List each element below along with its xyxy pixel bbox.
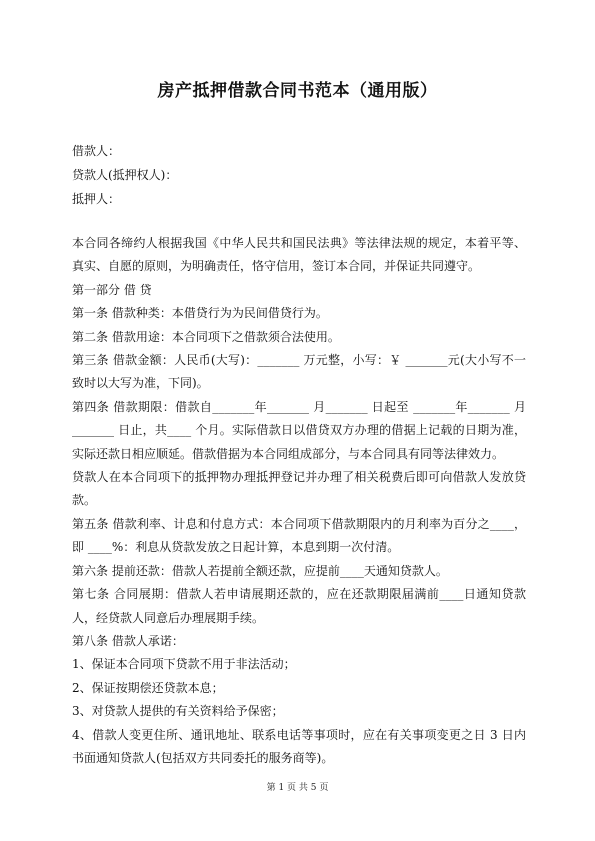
commitment-item-2: 2、保证按期偿还贷款本息； [72, 680, 224, 695]
article-4: 第四条 借款期限：借款自_______年_______ 月_______ 日起至 _______年_______ 月_______ 日止，共____ 个月。实际借款日以借贷双方办理的借据上记载的日期为准，实际还款日相应顺延。借款借据为本合同组成部分，与本合同具有同等法律效力。 [72, 399, 526, 461]
section-heading: 第一部分 借 贷 [72, 282, 152, 297]
commitment-item-1: 1、保证本合同项下贷款不用于非法活动； [72, 657, 296, 672]
mortgagor-label: 抵押人： [72, 192, 121, 206]
borrower-label: 借款人： [72, 144, 121, 158]
article-2: 第二条 借款用途：本合同项下之借款须合法使用。 [72, 329, 340, 344]
article-3: 第三条 借款金额：人民币(大写)：_______ 万元整，小写：￥ _______元(大小写不一致时以大写为准，下同)。 [72, 353, 526, 391]
commitment-item-3: 3、对贷款人提供的有关资料给予保密； [72, 704, 284, 719]
contract-body [72, 232, 526, 770]
loan-disbursement-paragraph: 贷款人在本合同项下的抵押物办理抵押登记并办理了相关税费后即可向借款人发放贷款。 [72, 470, 526, 508]
commitment-item-4: 4、借款人变更住所、通讯地址、联系电话等事项时，应在有关事项变更之日 3 日内书面通知贷款人(包括双方共同委托的服务商等)。 [72, 727, 526, 765]
document-title: 房产抵押借款合同书范本（通用版） [157, 81, 438, 101]
page-number: 第 1 页 共 5 页 [266, 783, 329, 793]
article-5: 第五条 借款利率、计息和付息方式：本合同项下借款期限内的月利率为百分之____，即 ____%：利息从贷款发放之日起计算，本息到期一次付清。 [72, 516, 526, 555]
lender-label: 贷款人(抵押权人)： [72, 168, 178, 182]
article-1: 第一条 借款种类：本借贷行为为民间借贷行为。 [72, 306, 328, 321]
article-6: 第六条 提前还款：借款人若提前全额还款，应提前____天通知贷款人。 [72, 563, 448, 578]
article-8: 第八条 借款人承诺： [72, 633, 184, 648]
preamble-paragraph: 本合同各缔约人根据我国《中华人民共和国民法典》等法律法规的规定，本着平等、真实、自愿的原则，为明确责任，恪守信用，签订本合同，并保证共同遵守。 [72, 236, 526, 274]
article-7: 第七条 合同展期：借款人若申请展期还款的，应在还款期限届满前____日通知贷款人，经贷款人同意后办理展期手续。 [72, 587, 526, 625]
